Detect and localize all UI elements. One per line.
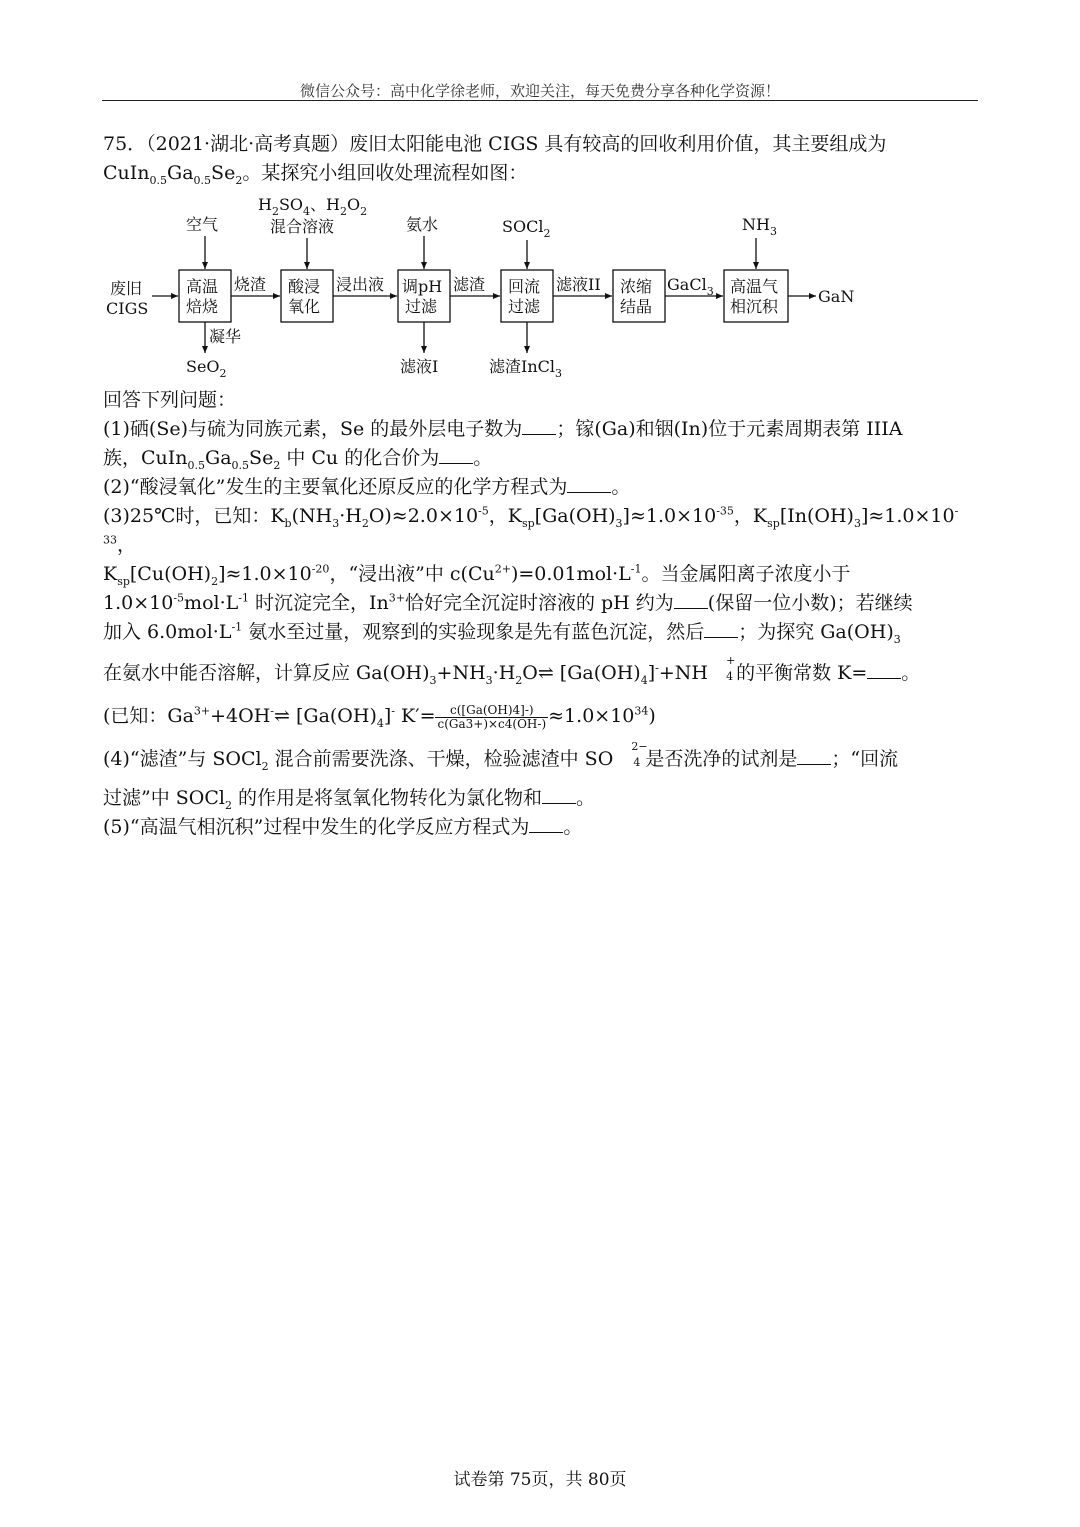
t: 3 — [429, 673, 437, 687]
t: 2 — [360, 205, 368, 218]
answer-blank[interactable] — [704, 619, 738, 638]
t: ，K — [733, 505, 768, 527]
bottom3-label: 滤液I — [400, 357, 439, 376]
t: 中 Cu 的化合价为 — [280, 447, 440, 469]
t: [Cu(OH) — [129, 563, 212, 585]
t: SO — [278, 195, 304, 214]
t: ≈1.0×10 — [548, 705, 635, 727]
q3-line-4 — [103, 618, 975, 647]
q3-line-1 — [103, 502, 975, 560]
bottom1-label — [186, 357, 227, 380]
t: 。 — [563, 816, 583, 838]
t: ，K — [488, 505, 522, 527]
header-rule — [102, 100, 978, 101]
t: Se — [249, 447, 274, 469]
q3-line-3 — [103, 589, 975, 618]
t: ) — [648, 705, 656, 727]
box3-l2: 过滤 — [405, 297, 438, 316]
t: 。 — [576, 787, 596, 809]
t: -5 — [478, 504, 489, 518]
arrow3-label: 滤渣 — [453, 275, 486, 294]
answer-blank[interactable] — [522, 416, 556, 435]
box5-l1: 浓缩 — [620, 277, 653, 296]
t: SOCl — [502, 217, 544, 236]
q1-line-2 — [103, 444, 975, 473]
t: 是否洗净的试剂是 — [645, 748, 798, 770]
t: 氨水至过量，观察到的实验现象是先有蓝色沉淀，然后 — [242, 621, 705, 643]
t: ·H — [492, 662, 516, 684]
t: 4 — [376, 716, 384, 730]
t: (已知：Ga — [103, 705, 194, 727]
t: ⇌ [Ga(OH) — [274, 705, 377, 727]
question-body — [103, 130, 975, 188]
t: (2)“酸浸氧化”发生的主要氧化还原反应的化学方程式为 — [103, 476, 568, 498]
t: SeO — [186, 357, 220, 376]
t: -20 — [311, 562, 330, 576]
answer-blank[interactable] — [529, 814, 563, 833]
t: 2 — [515, 673, 523, 687]
q2-line — [103, 473, 975, 502]
t: 3 — [615, 516, 623, 530]
t: 恰好完全沉淀时溶液的 pH 约为 — [404, 592, 674, 614]
flow-output: GaN — [818, 287, 855, 306]
t: 0.5 — [231, 458, 250, 472]
t: 。 — [473, 447, 493, 469]
t: 、H — [310, 195, 340, 214]
box5-l2: 结晶 — [620, 297, 653, 316]
arrow2-label: 浸出液 — [336, 275, 385, 294]
t: b — [284, 516, 292, 530]
t: 2+ — [494, 562, 511, 576]
t: ；为探究 Ga(OH) — [738, 621, 894, 643]
arrow1-label: 烧渣 — [234, 275, 267, 294]
t: - — [270, 704, 275, 718]
answer-blank[interactable] — [867, 660, 901, 679]
t: 的平衡常数 K= — [736, 662, 868, 684]
box4-l1: 回流 — [508, 277, 541, 296]
t: +NH — [436, 662, 486, 684]
t: 2 — [273, 458, 281, 472]
t: 2 — [543, 227, 551, 240]
t: H — [258, 195, 272, 214]
t: K′= — [395, 705, 436, 727]
answer-blank[interactable] — [674, 590, 708, 609]
answer-prompt: 回答下列问题： — [103, 389, 237, 411]
answer-blank[interactable] — [439, 445, 473, 464]
t: 。某探究小组回收处理流程如图： — [242, 162, 528, 184]
top4-label — [502, 217, 550, 240]
t: ·H — [339, 505, 362, 527]
t: 4 — [303, 205, 311, 218]
top2-label-1 — [258, 195, 367, 218]
intro-line-1 — [103, 130, 975, 159]
t: 时沉淀完全，In — [248, 592, 389, 614]
nh4-scripts: + 4 — [726, 654, 736, 683]
t: O)≈2.0×10 — [368, 505, 479, 527]
t: 。 — [611, 476, 631, 498]
t: 3+ — [193, 704, 211, 718]
t: Se — [211, 162, 236, 184]
t: ， — [117, 534, 137, 556]
t: ] — [647, 662, 656, 684]
answer-blank[interactable] — [567, 474, 611, 493]
t: 在氨水中能否溶解，计算反应 Ga(OH) — [103, 662, 430, 684]
t: 0.5 — [187, 458, 206, 472]
t: 2 — [211, 574, 219, 588]
t: +NH — [658, 662, 708, 684]
flow-input-2: CIGS — [106, 299, 149, 318]
box6-l1: 高温气 — [730, 277, 779, 296]
q4-line-2 — [103, 784, 975, 813]
t: ] — [383, 705, 392, 727]
t: ；“回流 — [831, 748, 899, 770]
intro-line-2 — [103, 159, 975, 188]
t: CuIn — [103, 162, 150, 184]
flow-svg — [100, 190, 880, 385]
bottom1-arrow-label: 凝华 — [209, 327, 242, 346]
t: 34 — [634, 704, 649, 718]
t: 3 — [555, 367, 562, 380]
t: -1 — [238, 591, 249, 605]
t: 2 — [224, 798, 232, 812]
t: )=0.01mol·L — [510, 563, 631, 585]
q3-line-5 — [103, 654, 975, 688]
t: 2 — [219, 367, 227, 380]
t: GaCl — [667, 275, 707, 294]
top3-label: 氨水 — [406, 215, 439, 234]
box1-l2: 焙烧 — [186, 297, 219, 316]
t: 3 — [853, 516, 861, 530]
t: 2 — [361, 516, 369, 530]
t: 混合前需要洗涤、干燥，检验滤渣中 SO — [268, 748, 614, 770]
t: (1)硒(Se)与硫为同族元素，Se 的最外层电子数为 — [103, 418, 523, 440]
t: 1.0×10 — [103, 592, 174, 614]
t: (4)“滤渣”与 SOCl — [103, 748, 262, 770]
t: sp — [767, 516, 780, 530]
t: 2 — [261, 759, 269, 773]
t: O⇌ [Ga(OH) — [522, 662, 641, 684]
t: 滤渣InCl — [489, 357, 555, 376]
t: 3 — [769, 225, 777, 238]
t: -33 — [103, 504, 959, 547]
q3-line-6 — [103, 702, 975, 731]
t: -5 — [173, 591, 185, 605]
t: 。 — [901, 662, 921, 684]
t: 2 — [235, 173, 243, 187]
top2-label-2: 混合溶液 — [270, 217, 335, 236]
t: 3+ — [388, 591, 405, 605]
t: 3 — [332, 516, 340, 530]
answer-blank[interactable] — [542, 785, 576, 804]
t: ]≈1.0×10 — [218, 563, 312, 585]
box4-l2: 过滤 — [508, 297, 541, 316]
t: ，“浸出液”中 c(Cu — [329, 563, 495, 585]
t: (5)“高温气相沉积”过程中发生的化学反应方程式为 — [103, 816, 530, 838]
t: 2 — [271, 205, 279, 218]
t: - — [391, 704, 396, 718]
t: 族，CuIn — [103, 447, 188, 469]
page-footer: 试卷第 75页，共 80页 — [453, 1470, 627, 1490]
t: 加入 6.0mol·L — [103, 621, 232, 643]
box2-l2: 氧化 — [288, 297, 321, 316]
t: K — [103, 563, 118, 585]
fraction-numerator: c([Ga(OH)4]-) — [435, 704, 548, 718]
k-prime-fraction — [435, 704, 548, 731]
box3-l1: 调pH — [402, 277, 443, 296]
t: ]≈1.0×10 — [860, 505, 955, 527]
bottom4-label — [489, 357, 562, 380]
box2-l1: 酸浸 — [288, 277, 321, 296]
t: [In(OH) — [779, 505, 854, 527]
top6-label — [742, 215, 777, 238]
q4-line-1 — [103, 740, 975, 774]
t: ；镓(Ga)和铟(In)位于元素周期表第 IIIA — [556, 418, 903, 440]
t: 0.5 — [193, 173, 212, 187]
t: NH — [742, 215, 770, 234]
t: 3 — [485, 673, 493, 687]
t: (3)25℃时，已知：K — [103, 505, 285, 527]
t: Ga — [167, 162, 194, 184]
t: 0.5 — [149, 173, 168, 187]
t: 4 — [640, 673, 648, 687]
t: sp — [521, 516, 535, 530]
t: ]≈1.0×10 — [622, 505, 717, 527]
fraction-denominator: c(Ga3+)×c4(OH-) — [437, 716, 547, 731]
top1-label: 空气 — [186, 215, 219, 234]
answer-blank[interactable] — [797, 746, 831, 765]
questions — [103, 386, 975, 842]
page-header: 微信公众号：高中化学徐老师，欢迎关注，每天免费分享各种化学资源！ — [299, 82, 780, 100]
t: (NH — [291, 505, 333, 527]
q3-line-2 — [103, 560, 975, 589]
intro-text-1: 75．（2021·湖北·高考真题）废旧太阳能电池 CIGS 具有较高的回收利用价值，其主要组成为 — [103, 133, 887, 155]
box1-l1: 高温 — [186, 277, 219, 296]
t: sp — [117, 574, 130, 588]
t: +4OH — [210, 705, 271, 727]
t: 3 — [706, 285, 714, 298]
box6-l2: 相沉积 — [730, 297, 779, 316]
t: Ga — [205, 447, 232, 469]
arrow5-label — [667, 275, 714, 298]
t: -1 — [630, 562, 642, 576]
t: 过滤”中 SOCl — [103, 787, 225, 809]
t: -1 — [231, 620, 243, 634]
t: - — [655, 661, 659, 675]
t: 的作用是将氢氧化物转化为氯化物和 — [231, 787, 543, 809]
process-flow-diagram — [100, 190, 880, 385]
t: O — [347, 195, 361, 214]
flow-input-1: 废旧 — [110, 279, 143, 298]
arrow4-label: 滤液II — [556, 275, 601, 294]
so4-scripts: 2− 4 — [631, 740, 648, 769]
q1-line-1 — [103, 415, 975, 444]
q5-line — [103, 813, 975, 842]
t: 3 — [893, 632, 901, 646]
t: -35 — [716, 504, 734, 518]
t: (保留一位小数)；若继续 — [707, 592, 913, 614]
t: mol·L — [184, 592, 239, 614]
t: 2 — [340, 205, 347, 218]
t: 。当金属阳离子浓度小于 — [641, 563, 851, 585]
t: [Ga(OH) — [534, 505, 616, 527]
